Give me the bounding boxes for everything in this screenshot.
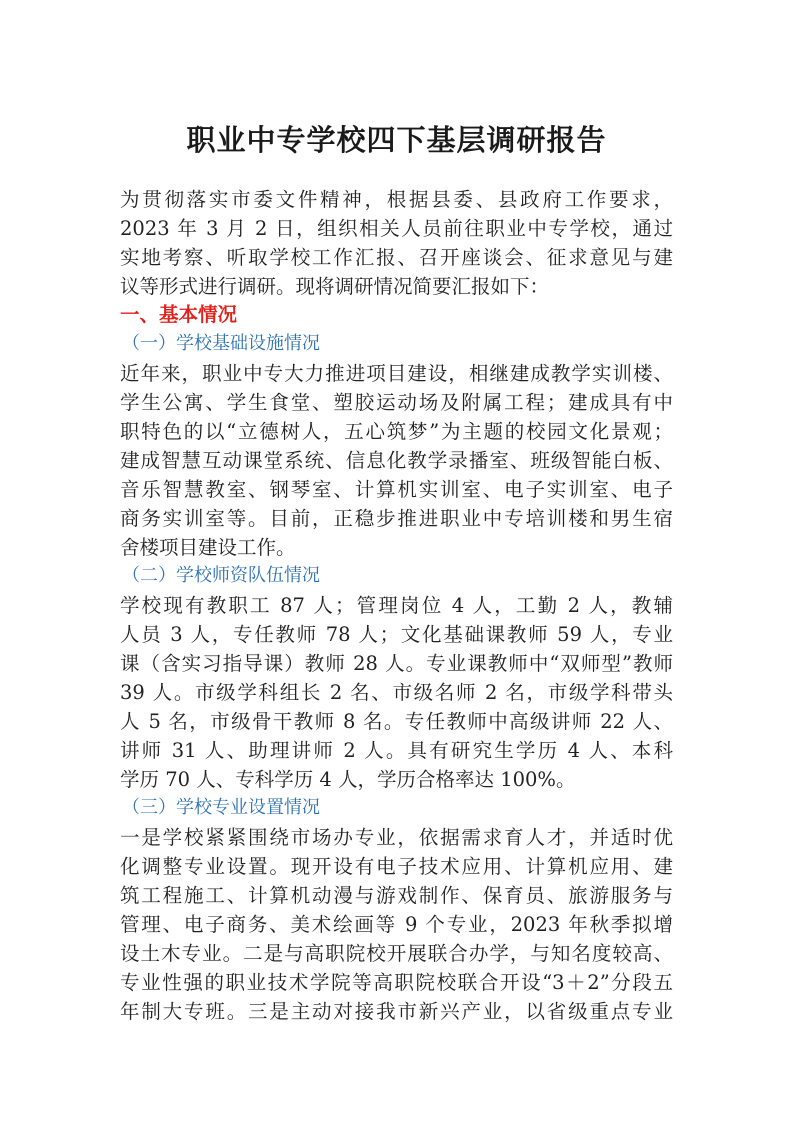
paragraph-line: 管理、电子商务、美术绘画等 9 个专业，2023 年秋季拟增 <box>120 913 673 936</box>
intro-line: 议等形式进行调研。现将调研情况简要汇报如下： <box>120 275 550 298</box>
paragraph-line: 年制大专班。三是主动对接我市新兴产业，以省级重点专业 <box>120 1000 673 1023</box>
paragraph-line: 商务实训室等。目前，正稳步推进职业中专培训楼和男生宿 <box>120 507 673 530</box>
paragraph-line: 人 5 名，市级骨干教师 8 名。专任教师中高级讲师 22 人、 <box>120 710 673 733</box>
paragraph-line: 化调整专业设置。现开设有电子技术应用、计算机应用、建 <box>120 855 673 878</box>
section-heading-basic: 一、基本情况 <box>120 303 238 326</box>
intro-line: 实地考察、听取学校工作汇报、召开座谈会、征求意见与建 <box>120 246 673 269</box>
paragraph-line: 学历 70 人、专科学历 4 人，学历合格率达 100%。 <box>120 768 576 791</box>
paragraph-line: 建成智慧互动课堂系统、信息化教学录播室、班级智能白板、 <box>120 449 673 472</box>
paragraph-line: 筑工程施工、计算机动漫与游戏制作、保育员、旅游服务与 <box>120 884 673 907</box>
subheading-facilities: （一）学校基础设施情况 <box>122 333 320 354</box>
subheading-majors: （三）学校专业设置情况 <box>122 797 320 818</box>
paragraph-line: 学生公寓、学生食堂、塑胶运动场及附属工程；建成具有中 <box>120 391 673 414</box>
paragraph-line: 近年来，职业中专大力推进项目建设，相继建成教学实训楼、 <box>120 362 673 385</box>
paragraph-line: 专业性强的职业技术学院等高职院校联合开设“3＋2”分段五 <box>120 971 673 994</box>
intro-line: 2023 年 3 月 2 日，组织相关人员前往职业中专学校，通过 <box>120 217 673 240</box>
paragraph-line: 课（含实习指导课）教师 28 人。专业课教师中“双师型”教师 <box>120 652 673 675</box>
paragraph-line: 职特色的以“立德树人，五心筑梦”为主题的校园文化景观； <box>120 420 673 443</box>
paragraph-line: 人员 3 人，专任教师 78 人；文化基础课教师 59 人，专业 <box>120 623 673 646</box>
subheading-faculty: （二）学校师资队伍情况 <box>122 565 320 586</box>
paragraph-line: 讲师 31 人、助理讲师 2 人。具有研究生学历 4 人、本科 <box>120 739 673 762</box>
paragraph-line: 设土木专业。二是与高职院校开展联合办学，与知名度较高、 <box>120 942 673 965</box>
document-title: 职业中专学校四下基层调研报告 <box>186 123 607 157</box>
paragraph-line: 学校现有教职工 87 人；管理岗位 4 人，工勤 2 人，教辅 <box>120 594 673 617</box>
paragraph-line: 音乐智慧教室、钢琴室、计算机实训室、电子实训室、电子 <box>120 478 673 501</box>
paragraph-line: 一是学校紧紧围绕市场办专业，依据需求育人才，并适时优 <box>120 826 673 849</box>
intro-line: 为贯彻落实市委文件精神，根据县委、县政府工作要求， <box>120 188 673 211</box>
paragraph-line: 舍楼项目建设工作。 <box>120 536 296 559</box>
paragraph-line: 39 人。市级学科组长 2 名、市级名师 2 名，市级学科带头 <box>120 681 673 704</box>
